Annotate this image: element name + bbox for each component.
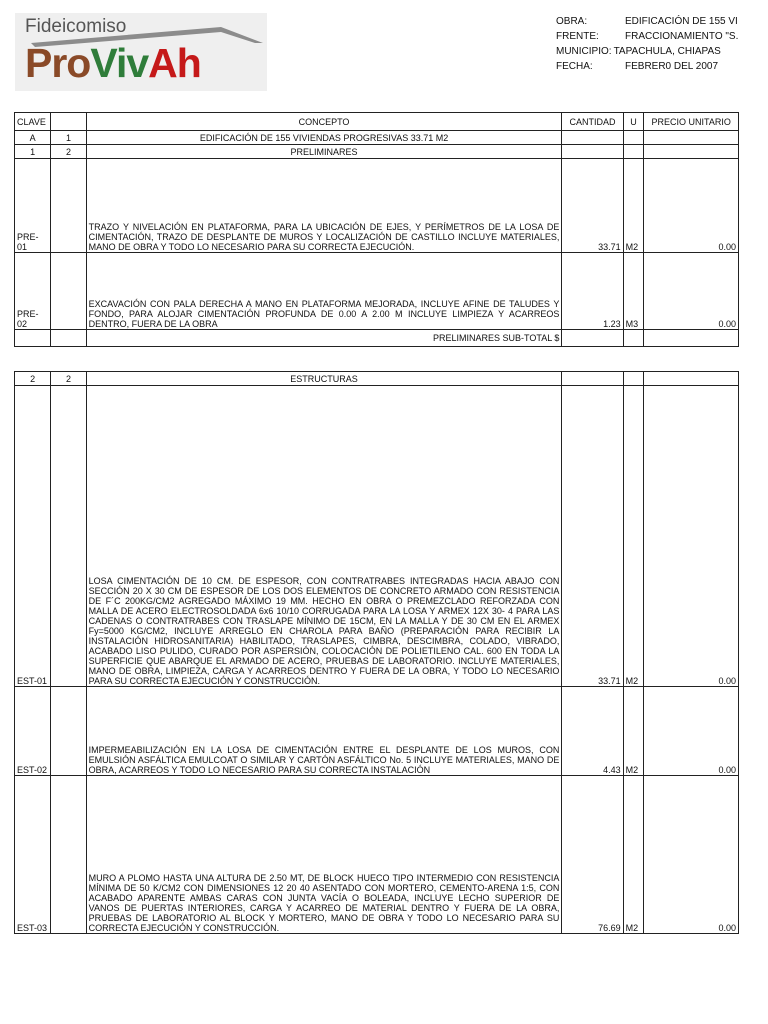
obra-label: OBRA:: [556, 16, 588, 27]
section-row-estructuras: [15, 372, 739, 386]
col-header-concepto: CONCEPTO: [86, 113, 562, 131]
obra-row: [556, 14, 768, 29]
row-precio: 0.00: [644, 776, 739, 934]
budget-table-preliminares: [14, 112, 739, 347]
table-row: [15, 131, 739, 145]
row-precio: 0.00: [644, 687, 739, 776]
col-header-clave: CLAVE: [15, 113, 51, 131]
section-row-preliminares: [15, 145, 739, 159]
row-clave: 1: [15, 145, 51, 159]
row-cantidad: 1.23: [562, 253, 623, 330]
frente-label: FRENTE:: [556, 31, 599, 42]
row-concepto: LOSA CIMENTACIÓN DE 10 CM. DE ESPESOR, CON CONTRATRABES INTEGRADAS HACIA ABAJO CON SECCIÓN 20 X 30 CM DE ESPESOR DE LOS DOS ELEMENTOS DE CONCRETO ARMADO CON RESISTENCIA DE F´C 200KG/CM2 AGREGADO MÁXIMO 19 MM. HECHO EN OBRA O PREMEZCLADO REFORZADA CON MALLA DE ACERO ELECTROSOLDADA 6x6 10/10 CORRUGADA PARA LA LOSA Y ARMEX 12X 30- 4 PARA LAS CADENAS O CONTRATRABES CON TRASLAPE MÍNIMO DE 15CM, EN LA MALLA Y DE 30 CM EN EL ARMEX Fy=5000 KG/CM2, INCLUYE ARREGLO EN CHAROLA PARA BAÑO (PREPARACIÓN PARA RECIBIR LA INSTALACIÓN HIDROSANITARIA) HABILITADO, TRASLAPES, CIMBRA, DESCIMBRA, COLADO, VIBRADO, ACABADO LISO PULIDO, CURADO POR ASPERSIÓN, COLOCACIÓN DE POLIETILENO CAL. 600 EN TODA LA SUPERFICIE QUE ABARQUE EL ARMADO DE ACERO, PRUEBAS DE LABORATORIO. INCLUYE MATERIALES, MANO DE OBRA, LIMPIEZA, CARGA Y ACARREOS DENTRO Y FUERA DE LA OBRA, Y TODO LO NECESARIO PARA SU CORRECTA EJECUCIÓN Y CONSTRUCCIÓN.: [86, 386, 562, 687]
logo-brand: ProVivAh: [25, 40, 201, 86]
municipio-value: TAPACHULA, CHIAPAS: [613, 46, 721, 57]
row-precio: 0.00: [644, 253, 739, 330]
row-unidad: M2: [623, 159, 644, 253]
fecha-label: FECHA:: [556, 61, 593, 72]
row-unidad: M2: [623, 776, 644, 934]
section-title: ESTRUCTURAS: [86, 372, 562, 386]
row-clave: EST-01: [15, 386, 51, 687]
subtotal-row: [15, 330, 739, 347]
row-clave: 2: [15, 372, 51, 386]
section-title: PRELIMINARES: [86, 145, 562, 159]
row-unidad: M2: [623, 687, 644, 776]
row-unidad: M2: [623, 386, 644, 687]
obra-value: EDIFICACIÓN DE 155 VI: [625, 16, 738, 27]
col-header-num: [51, 113, 86, 131]
row-cantidad: 33.71: [562, 159, 623, 253]
provivah-logo: [15, 13, 267, 91]
frente-value: FRACCIONAMIENTO "S.: [625, 31, 739, 42]
municipio-label: MUNICIPIO:: [556, 46, 612, 57]
fecha-row: [556, 59, 768, 74]
row-concepto: IMPERMEABILIZACIÓN EN LA LOSA DE CIMENTACIÓN ENTRE EL DESPLANTE DE LOS MUROS, CON EMULSIÓN ASFÁLTICA EMULCOAT O SIMILAR Y CARTÓN ASFÁLTICO No. 5 INCLUYE MATERIALES, MANO DE OBRA, ACARREOS Y TODO LO NECESARIO PARA SU CORRECTA INSTALACIÓN: [86, 687, 562, 776]
row-cantidad: 4.43: [562, 687, 623, 776]
table-header-row: [15, 113, 739, 131]
row-cantidad: 33.71: [562, 386, 623, 687]
table-row: [15, 776, 739, 934]
row-num: 2: [51, 372, 86, 386]
row-clave: EST-02: [15, 687, 51, 776]
col-header-cantidad: CANTIDAD: [562, 113, 623, 131]
col-header-precio: PRECIO UNITARIO: [644, 113, 739, 131]
row-concepto: EDIFICACIÓN DE 155 VIVIENDAS PROGRESIVAS 33.71 M2: [86, 131, 562, 145]
fecha-value: FEBRER0 DEL 2007: [625, 61, 719, 72]
subtotal-label: PRELIMINARES SUB-TOTAL $: [86, 330, 562, 347]
row-num: 2: [51, 145, 86, 159]
row-precio: 0.00: [644, 386, 739, 687]
row-clave: EST-03: [15, 776, 51, 934]
logo-fideicomiso-text: Fideicomiso: [25, 16, 127, 37]
budget-table-estructuras: [14, 371, 739, 934]
row-cantidad: 76.69: [562, 776, 623, 934]
table-row: [15, 159, 739, 253]
table-row: [15, 687, 739, 776]
municipio-row: [556, 44, 768, 59]
row-concepto: EXCAVACIÓN CON PALA DERECHA A MANO EN PLATAFORMA MEJORADA, INCLUYE AFINE DE TALUDES Y FONDO, PARA ALOJAR CIMENTACIÓN PROFUNDA DE 0.00 A 2.00 M INCLUYE LIMPIEZA Y ACARREOS DENTRO, FUERA DE LA OBRA: [86, 253, 562, 330]
row-precio: 0.00: [644, 159, 739, 253]
row-concepto: MURO A PLOMO HASTA UNA ALTURA DE 2.50 MT, DE BLOCK HUECO TIPO INTERMEDIO CON RESISTENCIA MÍNIMA DE 50 K/CM2 CON DIMENSIONES 12 20 40 ASENTADO CON MORTERO, CEMENTO-ARENA 1:5, CON ACABADO APARENTE AMBAS CARAS CON JUNTA VACÍA O BOLEADA, INCLUYE LECHO SUPERIOR DE VANOS DE PUERTAS INTERIORES, CARGA Y ACARREO DE MATERIAL DENTRO Y FUERA DE LA OBRA, PRUEBAS DE LABORATORIO AL BLOCK Y MORTERO, MANO DE OBRA Y TODO LO NECESARIO PARA SU CORRECTA EJECUCIÓN Y CONSTRUCCIÓN.: [86, 776, 562, 934]
col-header-unidad: U: [623, 113, 644, 131]
table-row: [15, 386, 739, 687]
row-num: 1: [51, 131, 86, 145]
frente-row: [556, 29, 768, 44]
row-unidad: M3: [623, 253, 644, 330]
row-clave: PRE-01: [15, 159, 51, 253]
row-clave: A: [15, 131, 51, 145]
project-info: [556, 14, 768, 74]
table-row: [15, 253, 739, 330]
row-concepto: TRAZO Y NIVELACIÓN EN PLATAFORMA, PARA LA UBICACIÓN DE EJES, Y PERÍMETROS DE LA LOSA DE CIMENTACIÓN, TRAZO DE DESPLANTE DE MUROS Y LOCALIZACIÓN DE CASTILLO INCLUYE MATERIALES, MANO DE OBRA Y TODO LO NECESARIO PARA SU CORRECTA EJECUCIÓN.: [86, 159, 562, 253]
row-clave: PRE-02: [15, 253, 51, 330]
